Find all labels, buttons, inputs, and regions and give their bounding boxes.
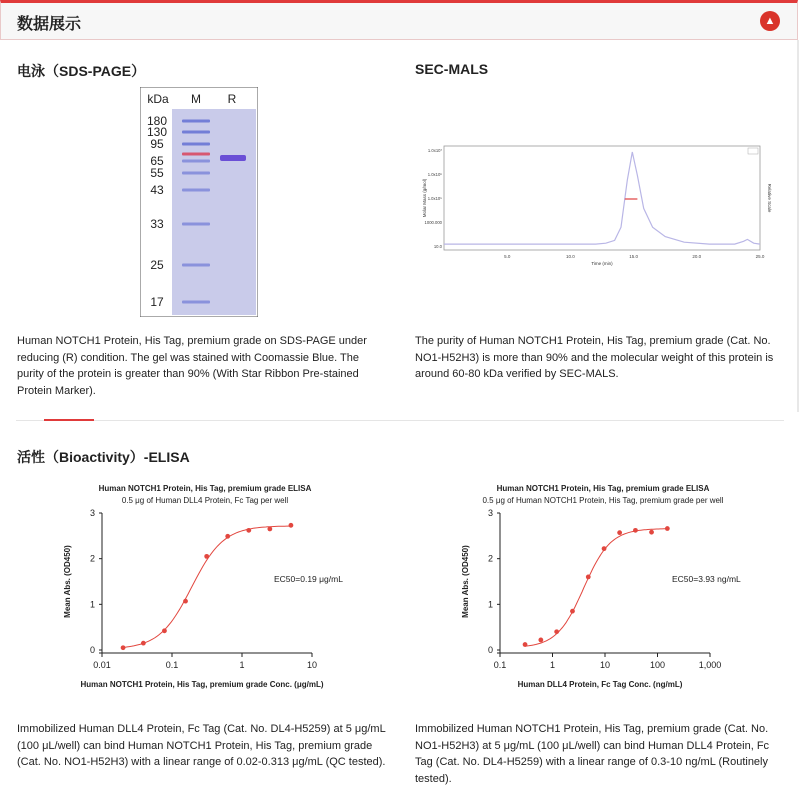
sec-ytick: 1.0x10⁵: [427, 196, 442, 201]
elisa-xtick-label: 0.01: [93, 660, 111, 670]
marker-label-180: 180: [146, 114, 168, 128]
elisa-subtitle-2: 0.5 μg of Human NOTCH1 Protein, His Tag, premium grade per well: [482, 496, 724, 505]
elisa-data-point: [523, 642, 528, 647]
section-title: 数据展示: [17, 16, 82, 33]
chevron-up-icon: ▲: [764, 15, 776, 27]
elisa-data-point: [121, 645, 126, 650]
elisa-data-point: [665, 526, 670, 531]
marker-band-65: [182, 160, 210, 163]
sec-caption: The purity of Human NOTCH1 Protein, His Tag, premium grade (Cat. No. NO1-H52H3) is more than 90% and the molecular weight of this protein is around 60-80 kDa verified by SEC-MALS.: [415, 335, 774, 380]
elisa-data-point: [204, 554, 209, 559]
marker-band-95: [182, 143, 210, 146]
marker-band-70: [182, 153, 210, 156]
elisa-ytick-label: 3: [89, 508, 95, 518]
sec-ylabel: Molar Mass (g/mol): [422, 178, 427, 218]
sec-xtick: 5.0: [504, 254, 511, 259]
elisa-chart-2: [428, 475, 768, 697]
elisa-ytick-label: 1: [89, 599, 95, 610]
elisa-data-point: [289, 523, 294, 528]
elisa-ec50-2: EC50=3.93 ng/mL: [672, 574, 741, 584]
elisa-fit-curve-2: [525, 529, 667, 646]
sec-xtick: 15.0: [629, 254, 638, 259]
collapse-button[interactable]: [760, 11, 780, 31]
elisa-xtick-label: 1: [239, 660, 245, 670]
sec-legend-box: [748, 148, 758, 154]
sample-band: [220, 155, 246, 161]
marker-label-55: 55: [150, 166, 164, 180]
marker-band-17: [182, 301, 210, 304]
elisa-chart-1: [30, 475, 370, 697]
elisa-data-point: [617, 530, 622, 535]
marker-band-33: [182, 223, 210, 226]
section-header: [0, 0, 798, 40]
lane-header-kda: kDa: [147, 92, 169, 106]
elisa-ytick-label: 3: [487, 508, 493, 518]
gel-background: [172, 109, 256, 315]
elisa-xtick-label: 0.1: [493, 660, 507, 670]
sec-title: SEC-MALS: [415, 61, 489, 77]
elisa-data-point: [570, 609, 575, 614]
elisa-ytick-label: 0: [487, 645, 493, 655]
elisa-data-point: [586, 575, 591, 580]
elisa-title: 活性（Bioactivity）-ELISA: [17, 449, 190, 465]
sec-ytick: 1.0x10⁷: [427, 148, 442, 153]
elisa-data-point: [538, 638, 543, 643]
elisa-caption-2: Immobilized Human NOTCH1 Protein, His Tag, premium grade (Cat. No. NO1-H52H3) at 5 μg/mL (100 μL/well) can bind Human DLL4 Protein, Fc Tag (Cat. No. DL4-H5259) with a linear range of 0.3-10 ng/mL (Routinely tested).: [415, 723, 770, 785]
elisa-data-point: [554, 629, 559, 634]
divider-accent: [44, 419, 94, 421]
marker-band-43: [182, 189, 210, 192]
elisa-xtick-label: 100: [649, 660, 666, 670]
marker-label-130: 130: [146, 125, 168, 139]
elisa-title-1: Human NOTCH1 Protein, His Tag, premium grade ELISA: [98, 484, 312, 493]
sds-title: 电泳（SDS-PAGE）: [17, 63, 146, 79]
elisa-xtick-label: 10: [306, 660, 318, 670]
elisa-data-point: [246, 528, 251, 533]
lane-header-m: M: [191, 92, 201, 106]
marker-label-25: 25: [150, 258, 164, 272]
sec-ytick: 1000.000: [424, 220, 442, 225]
sec-xtick: 20.0: [692, 254, 702, 259]
elisa-xlabel-1: Human NOTCH1 Protein, His Tag, premium grade Conc. (μg/mL): [80, 680, 324, 689]
marker-label-17: 17: [150, 295, 164, 309]
elisa-data-point: [183, 599, 188, 604]
elisa-xtick-label: 0.1: [165, 660, 179, 670]
divider: [16, 420, 784, 421]
sec-ytick: 1.0x10⁶: [427, 172, 442, 177]
elisa-ytick-label: 0: [89, 645, 95, 655]
sds-gel-image: [140, 87, 258, 317]
elisa-data-point: [267, 527, 272, 532]
elisa-xlabel-2: Human DLL4 Protein, Fc Tag Conc. (ng/mL): [517, 680, 683, 689]
elisa-ytick-label: 1: [487, 599, 493, 610]
elisa-ec50-1: EC50=0.19 μg/mL: [274, 574, 343, 584]
marker-band-130: [182, 131, 210, 134]
elisa-ylabel-2: Mean Abs. (OD450): [461, 545, 470, 618]
marker-band-180: [182, 120, 210, 123]
sec-ytick: 10.0: [433, 244, 442, 249]
scrollbar-track: [797, 40, 799, 412]
elisa-data-point: [141, 641, 146, 646]
elisa-data-point: [633, 528, 638, 533]
elisa-ytick-label: 2: [89, 553, 95, 564]
elisa-ylabel-1: Mean Abs. (OD450): [63, 545, 72, 618]
sec-xlabel: Time (min): [591, 261, 613, 266]
sec-xtick: 10.0: [566, 254, 575, 259]
marker-label-43: 43: [150, 183, 164, 197]
elisa-ytick-label: 2: [487, 553, 493, 564]
elisa-fit-curve-1: [123, 526, 291, 647]
marker-label-33: 33: [150, 217, 164, 231]
sec-xtick: 25.0: [755, 254, 765, 259]
elisa-xtick-label: 10: [599, 660, 611, 670]
elisa-data-point: [162, 628, 167, 633]
sec-y2label: Relative Scale: [767, 183, 772, 213]
marker-label-65: 65: [150, 154, 164, 168]
elisa-data-point: [225, 534, 230, 539]
lane-header-r: R: [227, 92, 237, 106]
marker-band-55: [182, 172, 210, 175]
elisa-title-2: Human NOTCH1 Protein, His Tag, premium grade ELISA: [496, 484, 710, 493]
elisa-xtick-label: 1: [549, 660, 556, 670]
marker-band-25: [182, 264, 210, 267]
sds-caption: Human NOTCH1 Protein, His Tag, premium grade on SDS-PAGE under reducing (R) condition. The gel was stained with Coomassie Blue. The purity of the protein is greater than 90% (With Star Ribbon Pre-stained Protein Marker).: [17, 335, 367, 397]
sec-mals-chart: [418, 140, 772, 268]
elisa-data-point: [602, 546, 607, 551]
sec-plot-area: [444, 146, 760, 250]
marker-label-95: 95: [150, 137, 164, 151]
elisa-caption-1: Immobilized Human DLL4 Protein, Fc Tag (Cat. No. DL4-H5259) at 5 μg/mL (100 μL/well) can bind Human NOTCH1 Protein, His Tag, premium grade (Cat. No. NO1-H52H3) with a linear range of 0.02-0.313 μg/mL (QC tested).: [17, 723, 386, 768]
elisa-xtick-label: 1,000: [698, 660, 722, 670]
elisa-subtitle-1: 0.5 μg of Human DLL4 Protein, Fc Tag per well: [121, 496, 289, 505]
elisa-data-point: [649, 530, 654, 535]
